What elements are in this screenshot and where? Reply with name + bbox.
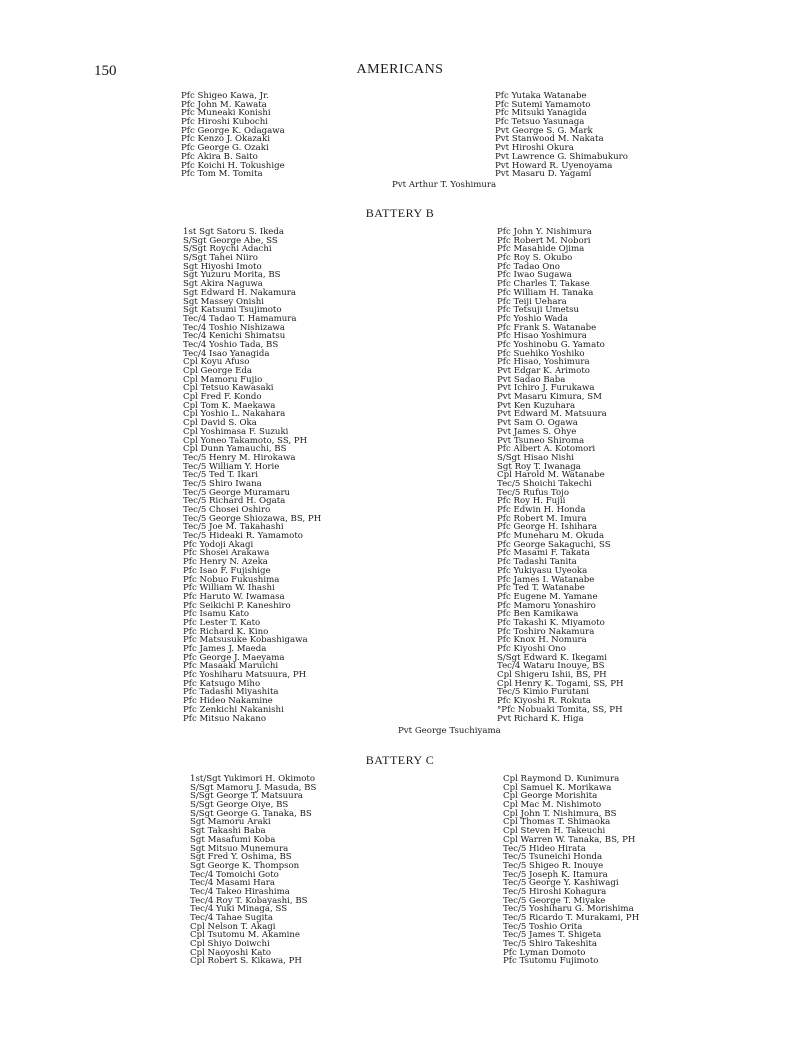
roster-entry: Pvt Ichiro J. Furukawa bbox=[497, 383, 595, 394]
roster-entry: Pfc Yodoji Akagi bbox=[183, 539, 254, 550]
roster-entry: Tec/4 Tomoichi Goto bbox=[190, 869, 279, 880]
roster-entry: Pfc Yutaka Watanabe bbox=[495, 91, 587, 101]
roster-entry: Tec/5 Shiro Iwana bbox=[183, 478, 262, 489]
roster-entry: Pfc Teiji Uehara bbox=[497, 296, 567, 307]
roster-entry: Sgt Masafumi Koba bbox=[190, 834, 276, 845]
roster-entry: Sgt Massey Onishi bbox=[183, 296, 265, 307]
roster-entry: Cpl Raymond D. Kunimura bbox=[503, 774, 620, 784]
roster-entry: Pvt Masaru D. Yagami bbox=[495, 169, 592, 180]
roster-entry: Pfc Albert A. Kotomori bbox=[497, 444, 596, 455]
roster-entry: Pfc Mitsuo Nakano bbox=[183, 713, 267, 724]
roster-entry: Pfc Hideo Nakamine bbox=[183, 696, 273, 707]
roster-entry: Pfc John M. Kawata bbox=[181, 99, 267, 110]
roster-entry: Cpl Warren W. Tanaka, BS, PH bbox=[503, 834, 636, 845]
roster-entry: Tec/5 Ricardo T. Murakami, PH bbox=[503, 913, 640, 923]
roster-entry: Pfc Isamu Kato bbox=[183, 609, 250, 620]
roster-entry: Cpl Shiyo Doiwchi bbox=[190, 939, 270, 950]
roster-entry: Sgt Takashi Baba bbox=[190, 826, 266, 837]
roster-entry: Tec/5 George Muramaru bbox=[183, 487, 291, 498]
roster-entry: Pvt James S. Ohye bbox=[497, 426, 577, 437]
roster-entry: Cpl Dunn Yamauchi, BS bbox=[183, 444, 287, 455]
roster-entry: 1st Sgt Satoru S. Ikeda bbox=[183, 227, 285, 237]
battery-c-heading: BATTERY C bbox=[365, 753, 435, 767]
roster-entry: Pfc Ted T. Watanabe bbox=[497, 583, 585, 594]
roster-entry: Pfc Lyman Domoto bbox=[503, 947, 586, 958]
roster-entry: Pfc Suehiko Yoshiko bbox=[497, 348, 585, 359]
roster-entry: Pfc Iwao Sugawa bbox=[497, 270, 572, 281]
top-right-roster bbox=[495, 92, 628, 179]
roster-entry: Pfc Masami F. Takata bbox=[497, 548, 590, 559]
roster-entry: Pfc Sutemi Yamamoto bbox=[495, 99, 591, 110]
roster-entry: Pfc Lester T. Kato bbox=[183, 617, 261, 628]
roster-entry: Pfc Masaaki Maruichi bbox=[183, 661, 279, 672]
roster-entry: Cpl Tsutomu M. Akamine bbox=[190, 930, 300, 941]
roster-entry: Pvt Howard R. Uyenoyama bbox=[495, 160, 613, 171]
roster-entry: Tec/5 Ted T. Ikari bbox=[183, 470, 258, 481]
roster-entry: Sgt Yuzuru Morita, BS bbox=[183, 270, 281, 281]
page-number: 150 bbox=[94, 63, 117, 79]
roster-entry: Tec/5 Hiroshi Kohagura bbox=[503, 886, 607, 897]
roster-entry: Pfc Charles T. Takase bbox=[497, 279, 590, 290]
roster-entry: S/Sgt George G. Tanaka, BS bbox=[190, 808, 312, 819]
top-left-roster bbox=[181, 92, 285, 179]
roster-entry: Pfc Hisao Yoshimura bbox=[497, 331, 587, 342]
roster-entry: S/Sgt Edward K. Ikegami bbox=[497, 652, 608, 663]
roster-entry: Pfc Tetsuji Umetsu bbox=[497, 305, 580, 316]
roster-entry: Sgt George K. Thompson bbox=[190, 860, 300, 871]
roster-entry: Tec/5 George T. Miyake bbox=[503, 895, 606, 906]
roster-entry: Tec/5 Shoichi Takechi bbox=[497, 478, 592, 489]
roster-entry: Pfc John Y. Nishimura bbox=[497, 227, 592, 237]
roster-entry: Cpl George Morishita bbox=[503, 791, 598, 802]
roster-entry: Pfc Eugene M. Yamane bbox=[497, 591, 598, 602]
roster-entry: Cpl Mamoru Fujio bbox=[183, 374, 263, 385]
roster-entry: Cpl Steven H. Takeuchi bbox=[503, 826, 606, 837]
top-centered-name: Pvt Arthur T. Yoshimura bbox=[392, 180, 497, 190]
roster-entry: Cpl Shigeru Ishii, BS, PH bbox=[497, 670, 607, 681]
battery-b-centered-name: Pvt George Tsuchiyama bbox=[398, 726, 501, 736]
roster-entry: Pfc Tadashi Tanita bbox=[497, 557, 577, 568]
roster-entry: Pfc Katsugo Miho bbox=[183, 678, 261, 689]
roster-entry: Pfc Kenzo J. Okazaki bbox=[181, 134, 270, 145]
roster-entry: Pfc Tadashi Miyashita bbox=[183, 687, 279, 698]
roster-entry: Pfc Yoshiharu Matsuura, PH bbox=[183, 670, 307, 681]
roster-entry: Tec/5 Tsuneichi Honda bbox=[503, 852, 603, 863]
roster-entry: Pfc Hisao, Yoshimura bbox=[497, 357, 590, 368]
roster-entry: Sgt Fred Y. Oshima, BS bbox=[190, 852, 292, 863]
roster-entry: Tec/5 Chosei Oshiro bbox=[183, 505, 271, 515]
roster-entry: Pvt Richard K. Higa bbox=[497, 713, 584, 724]
roster-entry: Pfc Robert M. Imura bbox=[497, 513, 587, 524]
roster-entry: S/Sgt Roychi Adachi bbox=[183, 244, 272, 255]
roster-entry: Pvt Lawrence G. Shimabukuro bbox=[495, 151, 628, 162]
roster-entry: Pfc Seikichi P. Kaneshiro bbox=[183, 600, 291, 611]
roster-entry: Sgt Akira Naguwa bbox=[183, 279, 263, 290]
roster-entry: Tec/4 Takeo Hirashima bbox=[190, 886, 290, 897]
roster-entry: Cpl Samuel K. Morikawa bbox=[503, 782, 612, 793]
roster-entry: Sgt Roy T. Iwanaga bbox=[497, 461, 581, 472]
roster-entry: Cpl Harold M. Watanabe bbox=[497, 470, 605, 481]
roster-entry: Tec/4 Wataru Inouye, BS bbox=[497, 661, 605, 672]
roster-entry: Pfc George G. Ozaki bbox=[181, 143, 269, 154]
roster-entry: Cpl Thomas T. Shimaoka bbox=[503, 817, 611, 828]
roster-entry: Pfc Frank S. Watanabe bbox=[497, 322, 597, 333]
roster-entry: Pfc Shosei Arakawa bbox=[183, 548, 270, 559]
roster-entry: Pfc Muneharu M. Okuda bbox=[497, 531, 605, 542]
roster-entry: Cpl Robert S. Kikawa, PH bbox=[190, 956, 302, 967]
roster-entry: Pvt Tsuneo Shiroma bbox=[497, 435, 585, 446]
roster-entry: S/Sgt Mamoru J. Masuda, BS bbox=[190, 782, 317, 793]
roster-entry: Cpl Nelson T. Akagi bbox=[190, 921, 276, 932]
roster-entry: Pfc Tetsuo Yasunaga bbox=[495, 117, 585, 128]
roster-entry: Pfc Roy H. Fujii bbox=[497, 496, 566, 507]
roster-entry: Tec/5 Joseph K. Itamura bbox=[503, 869, 608, 880]
roster-entry: Tec/5 George Y. Kashiwagi bbox=[503, 878, 619, 889]
roster-entry: 1st/Sgt Yukimori H. Okimoto bbox=[190, 774, 316, 784]
roster-entry: Sgt Mamoru Araki bbox=[190, 817, 271, 828]
roster-entry: S/Sgt Tahei Niiro bbox=[183, 253, 258, 264]
roster-entry: Cpl Naoyoshi Kato bbox=[190, 947, 271, 958]
roster-entry: Pfc Shigeo Kawa, Jr. bbox=[181, 91, 269, 101]
roster-entry: Pfc Mamoru Yonashiro bbox=[497, 600, 596, 611]
roster-entry: Cpl Henry K. Togami, SS, PH bbox=[497, 678, 624, 689]
roster-entry: Pfc Knox H. Nomura bbox=[497, 635, 587, 646]
roster-entry: Tec/5 James T. Shigeta bbox=[503, 930, 602, 941]
roster-entry: Sgt Katsumi Tsujimoto bbox=[183, 305, 282, 316]
roster-entry: Cpl John T. Nishimura, BS bbox=[503, 808, 617, 819]
roster-entry: Sgt Mitsuo Munemura bbox=[190, 843, 289, 854]
battery-b-left-roster bbox=[183, 228, 321, 723]
roster-entry: Pfc Matsusuke Kobashigawa bbox=[183, 635, 308, 646]
roster-entry: Tec/5 George Shiozawa, BS, PH bbox=[183, 513, 322, 524]
roster-entry: Pfc Hiroshi Kubochi bbox=[181, 117, 268, 128]
roster-entry: Pvt Edgar K. Arimoto bbox=[497, 366, 590, 376]
roster-entry: Pfc Yukiyasu Uyeoka bbox=[497, 565, 588, 576]
roster-entry: Pfc Takashi K. Miyamoto bbox=[497, 617, 605, 628]
roster-entry: Cpl David S. Oka bbox=[183, 418, 257, 429]
battery-c-left-roster bbox=[190, 775, 316, 966]
roster-entry: Pfc Akira B. Saito bbox=[181, 151, 258, 162]
roster-entry: Cpl Tetsuo Kawasaki bbox=[183, 383, 274, 394]
roster-entry: Tec/5 Joe M. Takahashi bbox=[183, 522, 284, 533]
roster-entry: Tec/5 Kimio Furutani bbox=[497, 687, 590, 698]
battery-b-heading: BATTERY B bbox=[365, 206, 435, 220]
roster-entry: Pfc Toshiro Nakamura bbox=[497, 626, 595, 637]
roster-entry: Cpl Fred F. Kondo bbox=[183, 392, 262, 403]
roster-entry: Pfc Nobuo Fukushima bbox=[183, 574, 280, 585]
roster-entry: Pvt George S. G. Mark bbox=[495, 125, 593, 136]
roster-entry: Cpl Yoneo Takamoto, SS, PH bbox=[183, 435, 308, 446]
roster-entry: Cpl Mac M. Nishimoto bbox=[503, 800, 602, 811]
roster-entry: Pfc Robert M. Nobori bbox=[497, 235, 591, 246]
roster-entry: Pfc Henry N. Azeka bbox=[183, 557, 268, 568]
roster-entry: Cpl Yoshio L. Nakahara bbox=[183, 409, 286, 420]
roster-entry: Pfc George K. Odagawa bbox=[181, 125, 285, 136]
roster-entry: Pfc Ben Kamikawa bbox=[497, 609, 579, 620]
roster-entry: Pfc George Sakaguchi, SS bbox=[497, 539, 611, 550]
roster-entry: Tec/5 Toshio Orita bbox=[503, 921, 583, 932]
roster-entry: Tec/4 Toshio Nishizawa bbox=[183, 322, 285, 333]
roster-entry: Pvt Masaru Kimura, SM bbox=[497, 392, 602, 403]
roster-entry: Cpl Yoshimasa F. Suzuki bbox=[183, 426, 289, 437]
roster-entry: Pfc Kiyoshi Ono bbox=[497, 644, 566, 654]
roster-entry: Pfc William W. Ihashi bbox=[183, 583, 275, 594]
roster-entry: Pfc Edwin H. Honda bbox=[497, 505, 586, 515]
roster-entry: °Pfc Nobuaki Tomita, SS, PH bbox=[497, 704, 623, 715]
roster-entry: Pfc Tsutomu Fujimoto bbox=[503, 956, 599, 967]
roster-entry: Pfc Muneaki Konishi bbox=[181, 108, 271, 119]
roster-entry: Pfc Isao F. Fujishige bbox=[183, 565, 271, 576]
roster-entry: Pfc Richard K. Kino bbox=[183, 626, 269, 637]
roster-entry: S/Sgt George T. Matsuura bbox=[190, 791, 303, 802]
roster-entry: Tec/5 William Y. Horie bbox=[183, 461, 280, 472]
roster-entry: Pfc Roy S. Okubo bbox=[497, 253, 573, 264]
battery-b-right-roster bbox=[497, 228, 624, 723]
roster-entry: Tec/5 Rufus Tojo bbox=[497, 487, 569, 498]
running-head: AMERICANS bbox=[356, 62, 444, 77]
roster-entry: Tec/5 Yoshiharu G. Morishima bbox=[503, 904, 634, 915]
roster-entry: Pfc Yoshinobu G. Yamato bbox=[497, 339, 605, 350]
roster-entry: Pfc George J. Maeyama bbox=[183, 652, 285, 663]
roster-entry: Pfc William H. Tanaka bbox=[497, 287, 594, 298]
roster-entry: Pvt Sadao Baba bbox=[497, 374, 566, 385]
roster-entry: Pvt Ken Kuzuhara bbox=[497, 400, 576, 411]
roster-entry: Cpl Tom K. Maekawa bbox=[183, 400, 276, 411]
roster-entry: Tec/5 Hideaki R. Yamamoto bbox=[183, 531, 303, 542]
roster-entry: S/Sgt George Oiye, BS bbox=[190, 800, 289, 811]
roster-entry: Tec/4 Isao Yanagida bbox=[183, 348, 270, 359]
battery-c-right-roster bbox=[503, 775, 639, 966]
roster-entry: Pfc James J. Maeda bbox=[183, 644, 267, 654]
roster-entry: Tec/4 Roy T. Kobayashi, BS bbox=[190, 895, 308, 906]
roster-entry: Sgt Hiyoshi Imoto bbox=[183, 261, 262, 272]
roster-entry: Pfc Koichi H. Tokushige bbox=[181, 160, 285, 171]
roster-entry: Tec/5 Shigeo R. Inouye bbox=[503, 860, 604, 871]
roster-entry: Tec/4 Kenichi Shimatsu bbox=[183, 331, 286, 342]
roster-entry: Pvt Stanwood M. Nakata bbox=[495, 134, 604, 145]
roster-entry: Tec/4 Yuki Minaga, SS bbox=[190, 904, 288, 915]
roster-entry: Pvt Sam O. Ogawa bbox=[497, 418, 578, 429]
roster-entry: Tec/4 Masami Hara bbox=[190, 878, 275, 889]
roster-entry: Tec/5 Shiro Takeshita bbox=[503, 939, 597, 950]
roster-entry: Pfc Yoshio Wada bbox=[497, 313, 569, 324]
roster-entry: Pfc Zenkichi Nakanishi bbox=[183, 704, 284, 715]
roster-entry: Tec/4 Yoshio Tada, BS bbox=[183, 339, 279, 350]
roster-entry: Tec/4 Tahae Sugita bbox=[190, 913, 273, 923]
roster-entry: Pfc George H. Ishihara bbox=[497, 522, 597, 533]
roster-entry: Tec/5 Henry M. Hirokawa bbox=[183, 452, 296, 463]
roster-entry: Pvt Edward M. Matsuura bbox=[497, 409, 607, 420]
roster-entry: Pfc Haruto W. Iwamasa bbox=[183, 591, 285, 602]
roster-entry: Sgt Edward H. Nakamura bbox=[183, 287, 297, 298]
roster-entry: S/Sgt George Abe, SS bbox=[183, 235, 278, 246]
roster-entry: Cpl Koyu Afuso bbox=[183, 357, 250, 368]
roster-entry: Tec/4 Tadao T. Hamamura bbox=[183, 313, 297, 324]
roster-entry: Tec/5 Richard H. Ogata bbox=[183, 496, 286, 507]
roster-entry: Pfc James I. Watanabe bbox=[497, 574, 595, 585]
roster-entry: Cpl George Eda bbox=[183, 366, 253, 376]
roster-entry: Pfc Mitsuki Yanagida bbox=[495, 108, 587, 119]
roster-entry: S/Sgt Hisao Nishi bbox=[497, 452, 574, 463]
roster-entry: Pfc Tom M. Tomita bbox=[181, 169, 263, 180]
roster-entry: Pvt Hiroshi Okura bbox=[495, 143, 574, 154]
roster-entry: Pfc Tadao Ono bbox=[497, 261, 560, 272]
roster-entry: Tec/5 Hideo Hirata bbox=[503, 843, 586, 854]
roster-entry: Pfc Masahide Ojima bbox=[497, 244, 585, 255]
roster-entry: Pfc Kiyoshi R. Rokuta bbox=[497, 696, 592, 707]
